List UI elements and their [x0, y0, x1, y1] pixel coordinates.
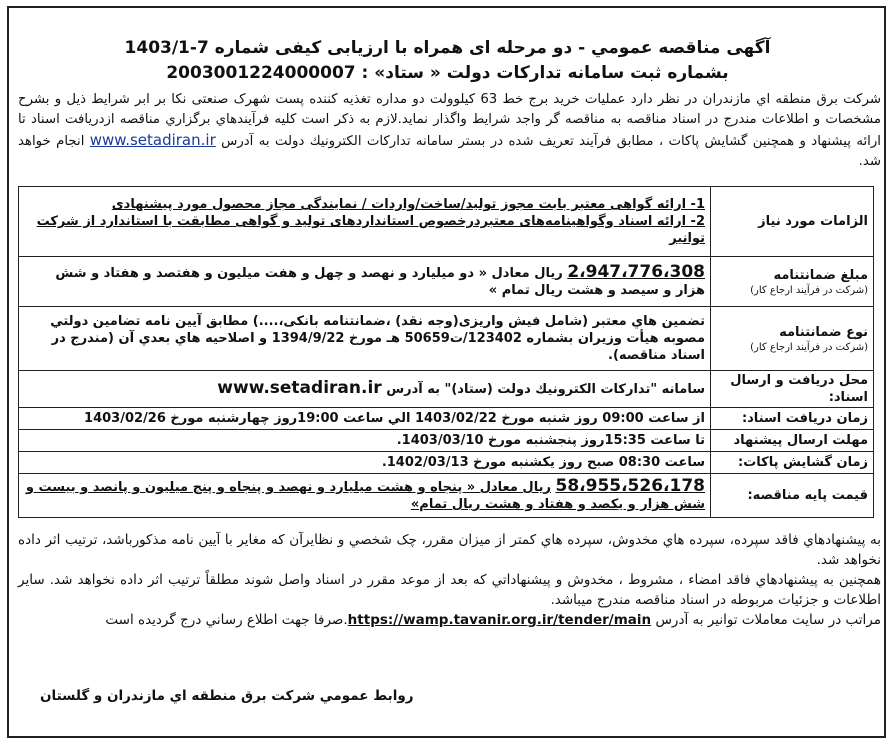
guarantee-type-label-text: نوع ضمانتنامه	[779, 324, 868, 340]
deadline-label: مهلت ارسال پیشنهاد	[711, 430, 874, 452]
requirements-label: الزامات مورد نیاز	[711, 187, 874, 257]
requirements-value	[19, 187, 711, 257]
guarantee-amount-label-text: مبلغ ضمانتنامه	[773, 267, 868, 283]
footer-notes	[18, 530, 881, 630]
docs-place-link[interactable]: www.setadiran.ir	[217, 378, 382, 398]
registration-number: بشماره ثبت سامانه تدارکات دولت « ستاد» : 2003001224000007	[166, 63, 729, 83]
base-price-label: قیمت پایه مناقصه:	[711, 474, 874, 518]
requirement-item-1: 1- ارائه گواهی معتبر بابت مجوز تولید/ساخت/واردات / نمایندگی مجاز محصول مورد پیشنهادی	[111, 197, 705, 212]
opening-value: ساعت 08:30 صبح روز یکشنبه مورخ 1402/03/13.	[19, 452, 711, 474]
tavanir-link[interactable]: https://wamp.tavanir.org.ir/tender/main	[347, 612, 652, 628]
docs-time-value: از ساعت 09:00 روز شنبه مورخ 1403/02/22 الي ساعت 19:00روز چهارشنبه مورخ 1403/02/26	[19, 408, 711, 430]
intro-tail: انجام خواهد شد.	[18, 134, 881, 169]
docs-place-value	[19, 371, 711, 408]
notice-title: آگهی مناقصه عمومي - دو مرحله ای همراه با ارزیابی کیفی شماره 7-1403/1	[124, 38, 771, 58]
guarantee-amount-number: 2،947،776،308	[567, 262, 705, 282]
guarantee-amount-label	[711, 257, 874, 307]
table-row	[19, 452, 874, 474]
docs-place-label: محل دریافت و ارسال اسناد:	[711, 371, 874, 408]
table-row	[19, 371, 874, 408]
setad-link[interactable]: www.setadiran.ir	[89, 131, 216, 149]
table-row	[19, 430, 874, 452]
table-row	[19, 257, 874, 307]
footer-paragraph-3	[18, 610, 881, 630]
opening-label: زمان گشایش پاکات:	[711, 452, 874, 474]
docs-place-text: سامانه "تداركات الكترونيك دولت (ستاد)" به آدرس	[386, 382, 705, 397]
footer-p3-start: مراتب در سایت معاملات توانیر به آدرس	[655, 612, 881, 628]
tender-details-table	[18, 186, 874, 518]
guarantee-amount-words: ریال معادل « دو میلیارد و نهصد و چهل و هفت میلیون و هفتصد و هفتاد و شش هزار و سیصد و هشت ریال تمام »	[55, 266, 705, 298]
guarantee-type-value: تضمین هاي معتبر (شامل فیش واریزی(وجه نقد) ،ضمانتنامه بانکی،....) مطابق آیین نامه تضامین دولتي مصوبه هیأت وزیران بشماره 123402/ت50659 هـ مورخ 1394/9/22 و اصلاحیه هاي بعدي آن (مندرج در اسناد مناقصه).	[19, 307, 711, 371]
requirement-item-2: 2- ارائه اسناد وگواهینامه‌های معتبردرخصوص استانداردهای تولید و گواهی مطابقت با استاندارد از شرکت توانیر	[36, 214, 705, 246]
footer-paragraph-2: همچنین به پیشنهادهاي فاقد امضاء ، مشروط ، مخدوش و پیشنهاداتي که بعد از موعد مقرر در اسناد واصل شوند مطلقاً ترتیب اثر داده نخواهد شد. سایر اطلاعات و جزئیات مربوطه در اسناد مناقصه مندرج میباشد.	[18, 572, 881, 608]
base-price-words: ریال معادل « پنجاه و هشت میلیارد و نهصد و پنجاه و پنج میلیون و پانصد و بیست و شش هزار و یکصد و هفتاد و هشت ریال تمام»	[25, 480, 705, 512]
intro-text: شرکت برق منطقه اي مازندران در نظر دارد عملیات خرید برج خط 63 کیلوولت دو مداره تغذیه کننده پست شهرک صنعتی نکا بر ابر شرایط ذیل و بشرح مشخصات و اطلاعات مندرج در اسناد مناقصه به مناقصه گر واجد شرایط واگذار نماید.لازم به ذکر است کلیه فرآیندهاي برگزاري مناقصه ازدریافت اسناد تا ارائه پیشنهاد و همچنین گشایش پاکات ، مطابق فرآیند تعریف شده در بستر سامانه تدارکات الکترونیك دولت به آدرس	[18, 92, 881, 149]
footer-p3-end: .صرفا جهت اطلاع رساني درج گردیده است	[105, 612, 348, 628]
table-row	[19, 408, 874, 430]
intro-paragraph	[18, 90, 881, 172]
table-row	[19, 187, 874, 257]
base-price-number: 58،955،526،178	[555, 476, 705, 496]
table-row	[19, 307, 874, 371]
guarantee-type-label	[711, 307, 874, 371]
guarantee-amount-value	[19, 257, 711, 307]
footer-paragraph-1: به پیشنهادهاي فاقد سپرده، سپرده هاي مخدوش، سپرده هاي کمتر از میزان مقرر، چک شخصي و نظایرآن که مغایر با آیین نامه مذکورباشد، ترتیب اثر داده نخواهد شد.	[18, 532, 881, 568]
table-row	[19, 474, 874, 518]
base-price-value	[19, 474, 711, 518]
docs-time-label: زمان دریافت اسناد:	[711, 408, 874, 430]
guarantee-amount-sublabel: (شرکت در فرآیند ارجاع کار)	[750, 284, 868, 296]
deadline-value: تا ساعت 15:35روز پنجشنبه مورخ 1403/03/10.	[19, 430, 711, 452]
guarantee-type-sublabel: (شرکت در فرآیند ارجاع کار)	[750, 341, 868, 353]
signature: روابط عمومي شرکت برق منطقه اي مازندران و گلستان	[40, 688, 414, 704]
